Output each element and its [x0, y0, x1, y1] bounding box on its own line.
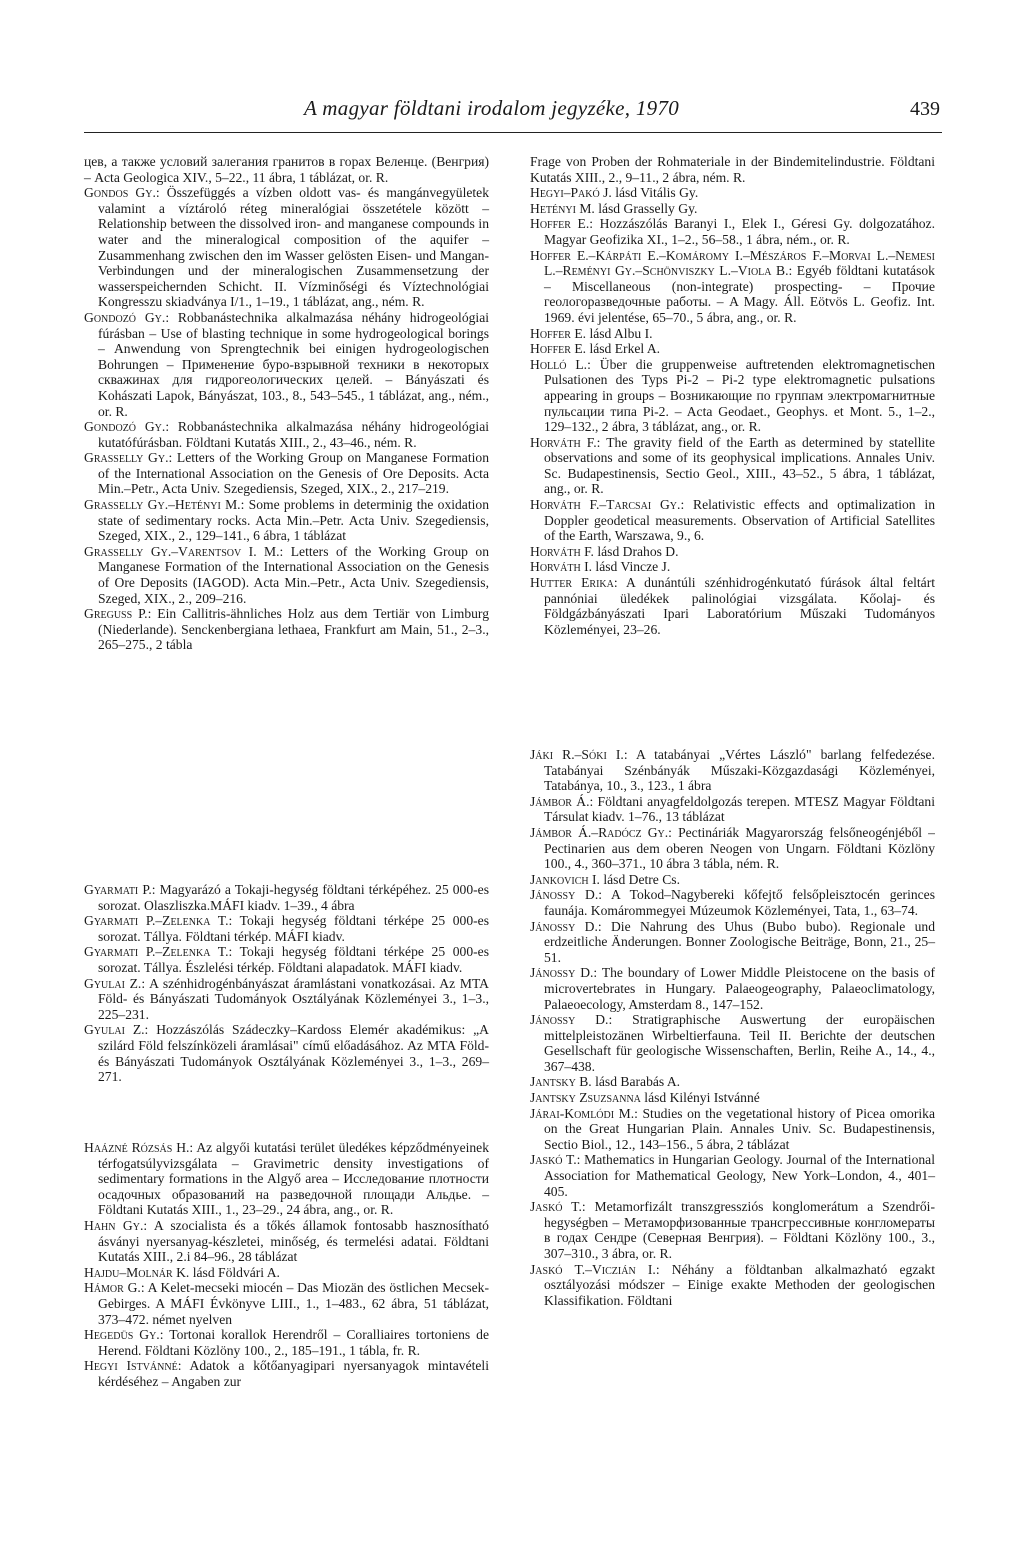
- entry-text: : A Kelet-mecseki miocén – Das Miozän des östlichen Mecsek-Gebirges. A MÁFI Évkönyve LIII., 1., 1–483., 62 ábra, 51 táblázat, 373–472. német nyelven: [98, 1280, 489, 1327]
- entry-text: : A Tokod–Nagybereki kőfejtő felsőpleisztocén gerinces faunája. Komárommegyei Múzeumok Közleményei, Tata, 1., 63–74.: [544, 887, 936, 918]
- entry-text: : A szénhidrogénbányászat áramlástani vonatkozásai. Az MTA Föld- és Bányászati Tudományok Osztályának Közleményei 3., 1–3., 225–231.: [98, 975, 489, 1022]
- left-column-block: [84, 1140, 489, 1390]
- entry-author: Jámbor Á.: [530, 793, 590, 809]
- entry-text: : Az algyői kutatási terület üledékes képződményeinek térfogatsúlyvizsgálata – Gravimetric density investigations of sedimentary formations in the Algyő area – Исследование плотности осадочных образований на разведочной площади Альдьe. – Földtani Kutatás XIII., 1., 23–29., 24 ábra, ang., or. R.: [98, 1140, 490, 1218]
- entry-text: lásd Vitális Gy.: [611, 185, 699, 201]
- entry-author: Holló L.: [530, 356, 588, 372]
- entry-author: Gyarmati P.: [84, 882, 152, 897]
- entry-text: : The gravity field of the Earth as determined by statellite observations and some of its geophysical implications. Annales Univ. Sc. Budapestinensis, Sectio Geol., XIII., 43–52., 5 ábra, 1 táblázat, ang., or. R.: [544, 434, 935, 497]
- bibliography-entry: [84, 976, 489, 1023]
- page-number: 439: [910, 98, 940, 120]
- entry-author: Horváth F.: [530, 543, 594, 559]
- bibliography-entry: [530, 1262, 935, 1309]
- entry-text: : Pectináriák Magyarország felsőneogénjéből – Pectinarien aus dem oberen Neogen von Ungarn. Földtani Közlöny 100., 4., 360–371., 10 ábra 3 tábla, ném. R.: [544, 824, 935, 872]
- entry-text: lásd Albu I.: [586, 325, 653, 341]
- bibliography-entry: [530, 794, 935, 825]
- entry-author: Gyarmati P.–Zelenka T.: [84, 913, 229, 929]
- bibliography-entry: [530, 747, 935, 794]
- entry-text: lásd Detre Cs.: [599, 871, 680, 887]
- entry-author: Horváth I.: [530, 559, 593, 575]
- entry-author: Jáki R.–Sóki I.: [530, 747, 624, 762]
- bibliography-entry: [530, 185, 935, 201]
- bibliography-entry: [84, 1358, 489, 1389]
- entry-author: Jánossy D.: [530, 965, 594, 981]
- entry-text: : Die Nahrung des Uhus (Bubo bubo). Regionale und erdzeitliche Änderungen. Bonner Zoologische Beiträge, Bonn, 21., 25–51.: [544, 918, 935, 965]
- entry-author: Jánossy D.: [530, 918, 598, 934]
- entry-author: Gondozó Gy.: [84, 309, 166, 325]
- bibliography-entry: [84, 944, 489, 975]
- bibliography-entry: [84, 882, 489, 913]
- entry-text: : A szocialista és a tőkés államok fontosabb hasznosítható ásványi nyersanyag-készletei, minőség, és termelési adatai. Földtani Kutatás XIII., 2.i 84–96., 28 táblázat: [98, 1217, 489, 1265]
- bibliography-entry: [530, 575, 935, 637]
- right-column-block: [530, 747, 935, 1308]
- entry-text: : Tokaji hegység földtani térképe 25 000-es sorozat. Tállya. Földtani térkép. MÁFI kiadv.: [98, 913, 489, 944]
- bibliography-entry: [84, 544, 489, 606]
- entry-author: Jámbor Á.–Radócz Gy.: [530, 824, 669, 840]
- bibliography-entry: [530, 1090, 935, 1106]
- bibliography-entry: [530, 201, 935, 217]
- entry-text: : Studies on the vegetational history of Picea omorika on the Great Hungarian Plain. Annales Univ. Sc. Budapestinensis, Sectio Biol., 12., 143–156., 5 ábra, 2 táblázat: [544, 1105, 935, 1152]
- bibliography-entry: [530, 435, 935, 497]
- bibliography-entry: [84, 1140, 489, 1218]
- entry-author: Jaskó T.: [530, 1152, 577, 1168]
- entry-author: Gyulai Z.: [84, 975, 142, 991]
- entry-author: Hámor G.: [84, 1280, 141, 1296]
- left-column-block: [84, 154, 489, 653]
- entry-text: : Robbanástechnika alkalmazása néhány hidrogeológiai fúrásban – Use of blasting technique in some hydrogeological borings – Anwendung von Sprengtechnik bei einigen hydrogeologischen Bohrungen – Применение буро-взрывной техники в некоторых скважинах для гидрогеологических целей. – Bányászati és Kohászati Lapok, Bányászat, 103., 8., 543–545., 1 táblázat, ang., ném., or. R.: [98, 309, 490, 419]
- entry-author: Hetényi M.: [530, 200, 595, 216]
- entry-text: : Földtani anyagfeldolgozás terepen. MTESZ Magyar Földtani Társulat kiadv. 1–76., 13 táblázat: [544, 793, 935, 825]
- entry-author: Gyarmati P.–Zelenka T.: [84, 944, 229, 960]
- entry-text: : Összefüggés a vízben oldott vas- és mangánvegyületek valamint a víztároló réteg mineralógiai összetétele között – Relationship between the dissolved iron- and manganese compounds in water and the mineralogical composition of the aquifer – Zusammenhang zwischen den im Wasser gelösten Eisen- und Mangan-Verbindungen und der mineralogischen Zusammensetzung der wasserspeichernden Schicht. II. Vízminőségi és Víztechnológiai Kongresszu skiadványa I/1., 1–19., 1 táblázat, ang., ném. R.: [98, 185, 489, 310]
- bibliography-entry: [530, 544, 935, 560]
- entry-author: Jánossy D.: [530, 1012, 609, 1028]
- bibliography-entry: [530, 919, 935, 966]
- entry-text: lásd Grasselly Gy.: [594, 200, 698, 216]
- bibliography-entry: [84, 497, 489, 544]
- left-column-block: [84, 882, 489, 1085]
- bibliography-entry: [84, 310, 489, 419]
- entry-text: : Mathematics in Hungarian Geology. Journal of the International Association for Mathematical Geology, New York–London, 4., 401–405.: [544, 1152, 935, 1199]
- entry-text: : A tatabányai „Vértes László" barlang felfedezése. Tatabányai Szénbányák Műszaki-Közgazdasági Közleményei, Tatabánya, 10., 3., 123., 1 ábra: [544, 747, 935, 794]
- bibliography-entry: [530, 1012, 935, 1074]
- entry-author: Járai-Komlódi M.: [530, 1105, 635, 1121]
- entry-author: Gondos Gy.: [84, 185, 156, 201]
- bibliography-entry: [530, 216, 935, 247]
- bibliography-entry: [84, 913, 489, 944]
- entry-author: Horváth F.–Tarcsai Gy.: [530, 497, 681, 513]
- entry-author: Jankovich I.: [530, 871, 600, 887]
- bibliography-entry: [530, 248, 935, 326]
- entry-text: : Magyarázó a Tokaji-hegység földtani térképéhez. 25 000-es sorozat. Olaszliszka.MÁFI kiadv. 1–39., 4 ábra: [98, 882, 489, 913]
- bibliography-entry: [84, 606, 489, 653]
- entry-author: Haázné Rózsás H.: [84, 1140, 190, 1155]
- entry-author: Gyulai Z.: [84, 1022, 145, 1038]
- bibliography-entry: [84, 1280, 489, 1327]
- entry-text: : Letters of the Working Group on Manganese Formation of the International Association on the Genesis of Ore Deposits (IAGOD). Acta Min.–Petr., Acta Univ. Szegediensis, Szeged, XIX., 2., 209–216.: [98, 543, 489, 606]
- bibliography-entry: [530, 1074, 935, 1090]
- bibliography-entry: [530, 326, 935, 342]
- entry-text: : Some problems in determinig the oxidation state of sedimentary rocks. Acta Min.–Petr. Acta Univ. Szegediensis, Szeged, XIX., 2., 129–141., 6 ábra, 1 táblázat: [98, 497, 489, 544]
- bibliography-entry: [530, 1152, 935, 1199]
- entry-text: lásd Kilényi Istvánné: [640, 1090, 760, 1106]
- entry-text: : Robbanástechnika alkalmazása néhány hidrogeológiai kutatófúrásban. Földtani Kutatás XIII., 2., 43–46., ném. R.: [98, 419, 490, 450]
- bibliography-entry: [530, 872, 935, 888]
- entry-author: Gondozó Gy.: [84, 419, 166, 435]
- entry-text: : Metamorfizált transzgressziós konglomerátum a Szendrői-hegységben – Метаморфизованные трансгрессивные конгломераты в годах Сендре (Северная Венгрия). – Földtani Közlöny 100., 3., 307–310., 3 ábra, or. R.: [544, 1199, 935, 1261]
- entry-author: Jaskó T.–Viczián I.: [530, 1261, 656, 1277]
- bibliography-entry: [84, 450, 489, 497]
- entry-text: lásd Földvári A.: [189, 1264, 280, 1280]
- entry-author: Jánossy D.: [530, 887, 599, 903]
- entry-author: Greguss P.: [84, 606, 148, 622]
- entry-author: Hajdu–Molnár K.: [84, 1264, 190, 1280]
- bibliography-entry: [530, 341, 935, 357]
- bibliography-entry: [84, 154, 489, 185]
- entry-text: : Adatok a kőtőanyagipari nyersanyagok mintavételi kérdéséhez – Angaben zur: [98, 1358, 489, 1389]
- bibliography-entry: [530, 825, 935, 872]
- entry-author: Jaskó T.: [530, 1199, 582, 1215]
- entry-text: lásd Erkel A.: [586, 341, 661, 357]
- entry-author: Hahn Gy.: [84, 1217, 144, 1233]
- bibliography-entry: [530, 357, 935, 435]
- entry-text: : Tokaji hegység földtani térképe 25 000-es sorozat. Tállya. Észlelési térkép. Földtani alapadatok. MÁFI kiadv.: [98, 944, 489, 975]
- entry-author: Grasselly Gy.–Hetényi M.: [84, 497, 241, 513]
- entry-text: : Hozzászólás Baranyi I., Elek I., Géresi Gy. dolgozatához. Magyar Geofizika XI., 1–2., 56–58., 1 ábra, ném., or. R.: [544, 216, 935, 247]
- page-header: [84, 92, 942, 133]
- entry-author: Hoffer E.–Kárpáti E.–Komáromy I.–Mészáros F.–Morvai L.–Nemesi L.–Reményi Gy.–Schönviszky L.–Viola B.: [530, 247, 935, 279]
- entry-text: : Ein Callitris-ähnliches Holz aus dem Tertiär von Limburg (Niederlande). Senckenbergiana lethaea, Frankfurt am Main, 51., 2–3., 265–275., 2 tábla: [98, 606, 490, 653]
- entry-text: : Egyéb földtani kutatások – Miscellaneous (non-integrate) prospecting- – Прочие геологоразведочные работы. – A Magy. Áll. Eötvös L. Geofiz. Int. 1969. évi jelentése, 65–70., 5 ábra, ang., or. R.: [544, 263, 935, 325]
- bibliography-entry: [530, 1199, 935, 1261]
- right-column-block: [530, 154, 935, 637]
- entry-author: Grasselly Gy.–Varentsov I. M.: [84, 543, 280, 559]
- bibliography-entry: [84, 1327, 489, 1358]
- entry-author: Jantsky Zsuzsanna: [530, 1090, 641, 1106]
- entry-author: Hegyi Istvánné: [84, 1358, 178, 1374]
- entry-author: Horváth F.: [530, 434, 597, 450]
- entry-text: цев, а также условий залегания гранитов в горах Веленце. (Венгрия) – Acta Geologica XIV., 5–22., 11 ábra, 1 táblázat, or. R.: [84, 154, 489, 185]
- entry-author: Jantsky B.: [530, 1074, 592, 1090]
- entry-text: : A dunántúli szénhidrogénkutató fúrások által feltárt pannóniai üledékek palinológiai vizsgálata. Kőolaj- és Földgázbányászati Ipari Laboratórium Műszaki Tudományos Közleményei, 23–26.: [544, 575, 935, 637]
- entry-author: Hoffer E.: [530, 341, 587, 357]
- bibliography-entry: [530, 965, 935, 1012]
- entry-text: lásd Drahos D.: [593, 543, 679, 559]
- entry-text: lásd Barabás A.: [591, 1074, 681, 1090]
- entry-author: Hoffer E.: [530, 216, 590, 232]
- bibliography-entry: [84, 1265, 489, 1281]
- bibliography-entry: [530, 1106, 935, 1153]
- entry-text: : The boundary of Lower Middle Pleistocene on the basis of microvertebrates in Hungary. Palaeogeography, Palaeoclimatology, Palaeoecology, Amsterdam 8., 147–152.: [544, 965, 935, 1012]
- bibliography-entry: [530, 154, 935, 185]
- entry-text: : Über die gruppenweise auftretenden elektromagnetischen Pulsationen des Typs Pi-2 – Pi-2 type elektromagnetic pulsations appearing in groups – Возникающие по группам электромагнитные пульсации типа Pi-2. – Acta Geodaet., Geophys. et Mont. 5., 1–2., 129–132., 2 ábra, 3 táblázat, ang., or. R.: [544, 356, 935, 435]
- entry-author: Hoffer E.: [530, 325, 587, 341]
- entry-text: : Relativistic effects and optimalization in Doppler geodetical measurements. Observation of Artificial Satellites of the Earth, Warszawa, 9., 6.: [544, 497, 935, 544]
- entry-author: Hegyi–Pakó J.: [530, 185, 612, 201]
- bibliography-entry: [84, 1022, 489, 1084]
- entry-text: : Stratigraphische Auswertung der europäischen mittelpleistozänen Wirbeltierfauna. Teil II. Berichte der deutschen Gesellschaft für geologische Wissenschaften, Berlin, Reihe A., 14., 4., 367–438.: [544, 1012, 935, 1074]
- entry-text: : Néhány a földtanban alkalmazható egzakt osztályozási módszer – Einige exakte Methoden der geologischen Klassifikation. Földtani: [544, 1261, 935, 1308]
- bibliography-entry: [84, 419, 489, 450]
- running-title: A magyar földtani irodalom jegyzéke, 1970: [304, 96, 680, 120]
- bibliography-entry: [84, 1218, 489, 1265]
- entry-text: Frage von Proben der Rohmateriale in der Bindemitelindustrie. Földtani Kutatás XIII., 2., 9–11., 2 ábra, ném. R.: [530, 154, 935, 185]
- entry-text: : Hozzászólás Szádeczky–Kardoss Elemér akadémikus: „A szilárd Föld felszínközeli áramlásai" című előadásához. Az MTA Föld- és Bányászati Tudományok Osztályának Közleményei 3., 1–3., 269–271.: [98, 1022, 489, 1085]
- bibliography-entry: [530, 497, 935, 544]
- entry-author: Grasselly Gy.: [84, 450, 169, 466]
- entry-text: : Tortonai korallok Herendről – Coralliaires tortoniens de Herend. Földtani Közlöny 100., 2., 185–191., 1 tábla, fr. R.: [98, 1327, 489, 1358]
- bibliography-entry: [530, 559, 935, 575]
- bibliography-entry: [84, 185, 489, 310]
- bibliography-entry: [530, 887, 935, 918]
- entry-author: Hutter Erika: [530, 575, 614, 591]
- entry-text: : Letters of the Working Group on Manganese Formation of the International Association on the Genesis of Ore Deposits. Acta Min.–Petr., Acta Univ. Szegediensis, Szeged, XIX., 2., 217–219.: [98, 450, 489, 497]
- entry-text: lásd Vincze J.: [592, 559, 671, 575]
- entry-author: Hegedüs Gy.: [84, 1327, 160, 1343]
